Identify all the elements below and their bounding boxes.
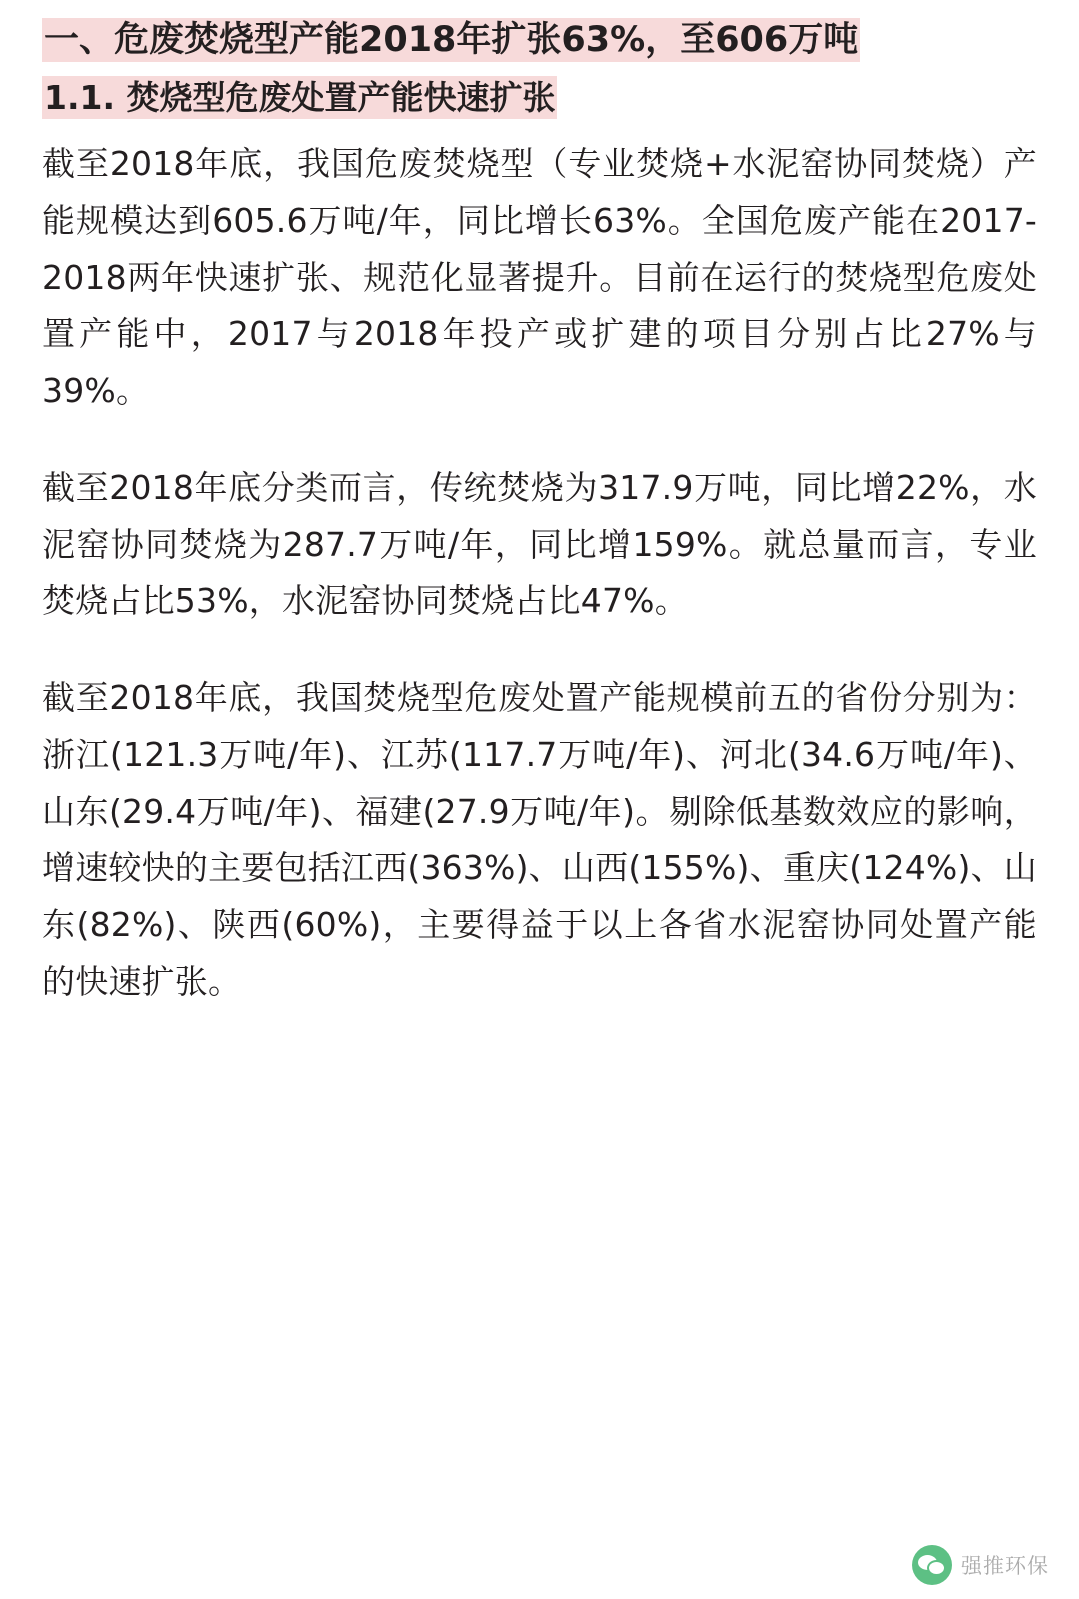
body-paragraph-2: 截至2018年底分类而言，传统焚烧为317.9万吨，同比增22%，水泥窑协同焚烧为287.7万吨/年，同比增159%。就总量而言，专业焚烧占比53%，水泥窑协同焚烧占比47%。 [42, 467, 1037, 621]
watermark-label: 强推环保 [961, 1554, 1049, 1578]
section-heading-1: 一、危废焚烧型产能2018年扩张63%，至606万吨 [44, 20, 859, 60]
subsection-heading-wrapper [42, 73, 1037, 123]
body-paragraph-1: 截至2018年底，我国危废焚烧型（专业焚烧+水泥窑协同焚烧）产能规模达到605.6万吨/年，同比增长63%。全国危废产能在2017-2018两年快速扩张、规范化显著提升。目前在运行的焚烧型危废处置产能中，2017与2018年投产或扩建的项目分别占比27%与39%。 [42, 144, 1037, 410]
body-paragraph-3: 截至2018年底，我国焚烧型危废处置产能规模前五的省份分别为：浙江(121.3万吨/年)、江苏(117.7万吨/年)、河北(34.6万吨/年)、山东(29.4万吨/年)、福建(27.9万吨/年)。剔除低基数效应的影响，增速较快的主要包括江西(363%)、山西(155%)、重庆(124%)、山东(82%)、陕西(60%)，主要得益于以上各省水泥窑协同处置产能的快速扩张。 [42, 678, 1037, 1001]
wechat-icon [912, 1545, 952, 1585]
section-heading-wrapper [42, 14, 1037, 67]
watermark [912, 1545, 1049, 1585]
section-heading-2: 1.1. 焚烧型危废处置产能快速扩张 [44, 77, 556, 117]
